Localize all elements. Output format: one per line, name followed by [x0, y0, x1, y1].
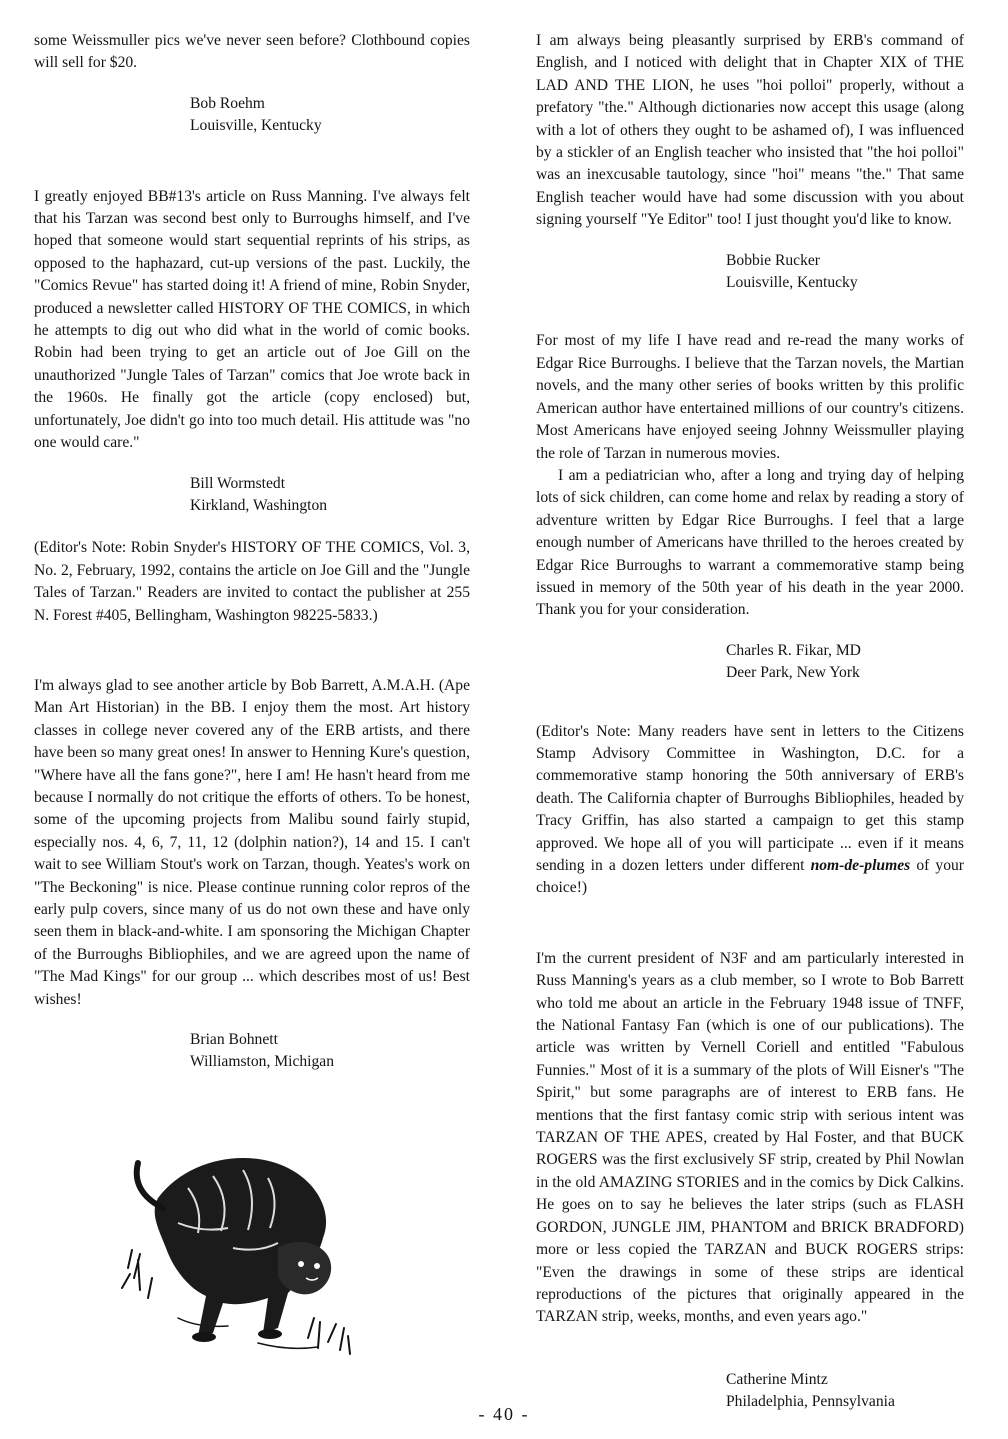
- editor-note-text-start: (Editor's Note: Many readers have sent in letters to the Citizens Stamp Advisory Committee in Washington, D.C. for a commemorative stamp honoring the 50th anniversary of ERB's death. The California chapter of Burroughs Bibliophiles, headed by Tracy Griffin, has also started a campaign to get this stamp approved. We hope all of you will participate ... even if it means sending in a dozen letters under different: [536, 722, 964, 874]
- editor-note-emphasis: nom-de-plumes: [810, 857, 911, 874]
- signature-place: Kirkland, Washington: [190, 496, 328, 514]
- page-number: - 40 -: [478, 1404, 530, 1424]
- signature-name: Brian Bohnett: [190, 1031, 278, 1049]
- editor-note-history-of-comics: [34, 537, 470, 627]
- signature-place: Philadelphia, Pennsylvania: [726, 1393, 895, 1411]
- editor-note-text: (Editor's Note: Robin Snyder's HISTORY OF THE COMICS, Vol. 3, No. 2, February, 1992, contains the article on Joe Gill and the "Jungle Tales of Tarzan." Readers are invited to contact the publisher at 255 N. Forest #405, Bellingham, Washington 98225-5833.): [34, 539, 470, 624]
- letter-body: I'm the current president of N3F and am particularly interested in Russ Manning's years as a club member, so I wrote to Bob Barrett who told me about an article in the February 1948 issue of TNFF, the National Fantasy Fan (which is one of our publications). The article was written by Vernell Coriell and entitled "Fabulous Funnies." Most of it is a summary of the plots of Will Eisner's "The Spirit," but some paragraphs are of interest to ERB fans. He mentions that the first fantasy comic strip with serious intent was TARZAN OF THE APES, created by Hal Foster, and that BUCK ROGERS was the first exclusively SF strip, created by Phil Nowlan in the old AMAZING STORIES and in the comics by Dick Calkins. He goes on to say he believes the later strips (such as FLASH GORDON, JUNGLE JIM, PHANTOM and BRICK BRADFORD) more or less copied the TARZAN and BUCK ROGERS strips: "Even the drawings in some of these strips are identical reproductions of the pictures that originally appeared in the TARZAN strip, weeks, months, and even years ago.": [536, 949, 964, 1326]
- editor-note-text: [536, 721, 964, 900]
- letter-body: I'm always glad to see another article by Bob Barrett, A.M.A.H. (Ape Man Art Historian) in the BB. I enjoy them the most. Art history classes in college never covered any of the ERB artists, and there have been so many great ones! In answer to Henning Kure's question, "Where have all the fans gone?", here I am! He hasn't heard from me because I normally do not critique the efforts of others. To be honest, some of the upcoming projects from Malibu sound fairly stupid, especially nos. 4, 6, 7, 11, 12 (dolphin nation?), 14 and 15. I can't wait to see William Stout's work on Tarzan, though. Yeates's work on "The Beckoning" is nice. Please continue running color repros of the early pulp covers, since many of us do not own these and have only seen them in black-and-white. I am sponsoring the Michigan Chapter of the Burroughs Bibliophiles, and we are agreed upon the name of "The Mad Kings" for our group ... which describes most of us! Best wishes!: [34, 676, 470, 1008]
- letter-body: I greatly enjoyed BB#13's article on Russ Manning. I've always felt that his Tarzan was second best only to Burroughs himself, and I've hoped that someone would start sequential reprints of his strips, as opposed to the haphazard, cut-up versions of the past. Luckily, the "Comics Revue" has started doing it! A friend of mine, Robin Snyder, produced a newsletter called HISTORY OF THE COMICS, in which he attempts to dig out who did what in the world of comic books. Robin had been trying to get an article out of Joe Gill on the unauthorized "Jungle Tales of Tarzan" comics that Joe wrote back in the 1960s. He finally got the article (copy enclosed) but, unfortunately, Joe didn't go into too much detail. His attitude was "no one would care.": [34, 187, 470, 452]
- signature: [34, 93, 470, 138]
- signature: [536, 640, 964, 685]
- letter-fikar: [536, 330, 964, 684]
- letter-rucker: [536, 30, 964, 294]
- letter-body: some Weissmuller pics we've never seen before? Clothbound copies will sell for $20.: [34, 32, 470, 72]
- signature-place: Deer Park, New York: [726, 664, 860, 682]
- signature: [536, 250, 964, 295]
- letter-body: For most of my life I have read and re-read the many works of Edgar Rice Burroughs. I believe that the Tarzan novels, the Martian novels, and the many other series of books written by this prolific American author have entertained millions of our country's citizens. Most Americans have enjoyed seeing Johnny Weissmuller playing the role of Tarzan in numerous movies.: [536, 332, 964, 462]
- signature-name: Charles R. Fikar, MD: [726, 641, 861, 659]
- signature-name: Bobbie Rucker: [726, 251, 820, 269]
- signature-name: Bill Wormstedt: [190, 474, 286, 492]
- letter-roehm-end: [34, 30, 470, 138]
- right-column: [536, 30, 964, 1414]
- editor-note-stamp-campaign: [536, 721, 964, 900]
- letter-wormstedt: [34, 186, 470, 518]
- signature-name: Catherine Mintz: [726, 1370, 828, 1388]
- letter-mintz: [536, 948, 964, 1414]
- signature-place: Louisville, Kentucky: [726, 274, 858, 292]
- signature-place: Louisville, Kentucky: [190, 117, 322, 135]
- letter-body: I am always being pleasantly surprised by ERB's command of English, and I noticed with delight that in Chapter XIX of THE LAD AND THE LION, he uses "hoi polloi" properly, without a prefatory "the." Although dictionaries now accept this usage (along with a lot of others they ought to be ashamed of), I was influenced by a stickler of an English teacher who insisted that "the hoi polloi" was an inexcusable tautology, since "hoi" means "the." That same English teacher would have had some discussion with you about signing yourself "Ye Editor" too! I just thought you'd like to know.: [536, 32, 964, 229]
- letter-bohnett: [34, 675, 470, 1074]
- prowling-big-cat-icon: [118, 1128, 384, 1360]
- signature: [34, 1029, 470, 1074]
- signature-place: Williamston, Michigan: [190, 1053, 335, 1071]
- left-column: [34, 30, 470, 1074]
- big-cat-illustration: [118, 1128, 384, 1360]
- editor-note-text-end: of your choice!): [536, 857, 964, 897]
- letter-body: I am a pediatrician who, after a long and trying day of helping lots of sick children, can come home and relax by reading a story of adventure written by Edgar Rice Burroughs. I feel that a large enough number of Americans have thrilled to the heroes created by Edgar Rice Burroughs to warrant a commemorative stamp being issued in memory of the 50th year of his death in the year 2000. Thank you for your consideration.: [536, 466, 964, 619]
- signature-name: Bob Roehm: [190, 94, 265, 112]
- signature: [34, 473, 470, 518]
